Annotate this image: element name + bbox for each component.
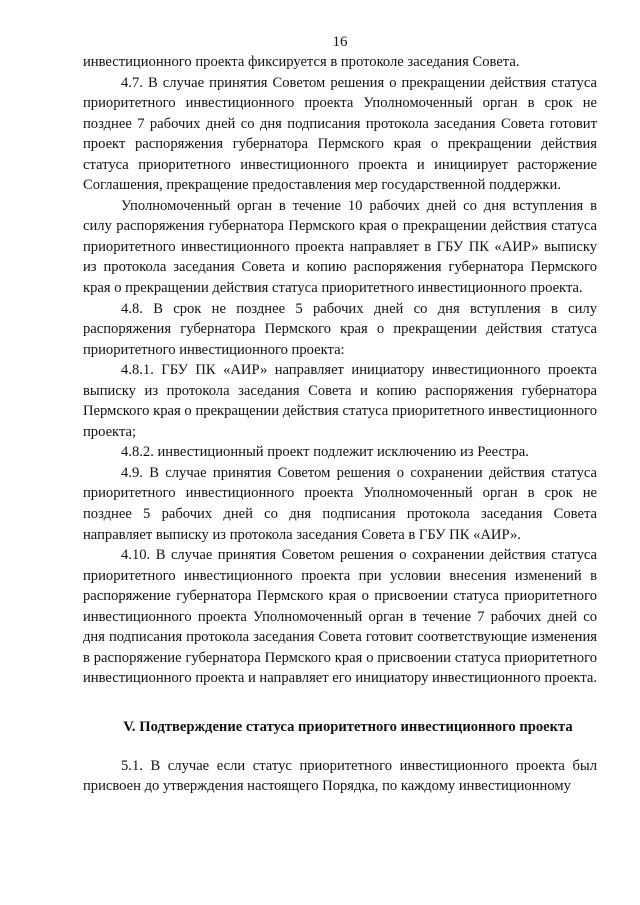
paragraph-4-8-2: 4.8.2. инвестиционный проект подлежит исключению из Реестра.: [121, 444, 529, 461]
page-number: 16: [332, 34, 348, 50]
paragraph-4-8: 4.8. В срок не позднее 5 рабочих дней со дня вступления в силу распоряжения губернатора Пермского края о прекращении действия статуса приоритетного инвестиционного проекта:: [83, 300, 597, 358]
paragraph-4-10: 4.10. В случае принятия Советом решения о сохранении действия статуса приоритетного инвестиционного проекта при условии внесения изменений в распоряжение губернатора Пермского края о присвоении статуса приоритетного инвестиционного проекта Уполномоченный орган в течение 7 рабочих дней со дня подписания протокола заседания Совета готовит соответствующие изменения в распоряжение губернатора Пермского края о присвоении статуса приоритетного инвестиционного проекта и направляет его инициатору инвестиционного проекта.: [83, 547, 598, 687]
paragraph-4-9: 4.9. В случае принятия Советом решения о сохранении действия статуса приоритетного инвестиционного проекта Уполномоченный орган в срок не позднее 5 рабочих дней со дня подписания протокола заседания Совета направляет выписку из протокола заседания Совета в ГБУ ПК «АИР».: [83, 464, 597, 543]
paragraph-4-7-notice: Уполномоченный орган в течение 10 рабочих дней со дня вступления в силу распоряжения губернатора Пермского края о прекращении действия статуса приоритетного инвестиционного проекта направляет в ГБУ ПК «АИР» выписку из протокола заседания Совета и копию распоряжения губернатора Пермского края о прекращении действия статуса приоритетного инвестиционного проекта.: [83, 197, 597, 297]
paragraph-4-8-1: 4.8.1. ГБУ ПК «АИР» направляет инициатору инвестиционного проекта выписку из протокола заседания Совета и копию распоряжения губернатора Пермского края о прекращении действия статуса приоритетного инвестиционного проекта;: [83, 362, 597, 440]
paragraph-4-7: 4.7. В случае принятия Советом решения о прекращении действия статуса приоритетного инвестиционного проекта Уполномоченный орган в срок не позднее 7 рабочих дней со дня подписания протокола заседания Совета готовит проект распоряжения губернатора Пермского края о прекращении действия статуса приоритетного инвестиционного проекта и инициирует расторжение Соглашения, прекращение предоставления мер государственной поддержки.: [83, 74, 597, 194]
paragraph-5-1: 5.1. В случае если статус приоритетного инвестиционного проекта был присвоен до утверждения настоящего Порядка, по каждому инвестиционному: [83, 757, 597, 795]
page-content: [83, 52, 597, 797]
paragraph-continuation: инвестиционного проекта фиксируется в протоколе заседания Совета.: [83, 54, 520, 70]
section-title: V. Подтверждение статуса приоритетного инвестиционного проекта: [123, 718, 573, 735]
